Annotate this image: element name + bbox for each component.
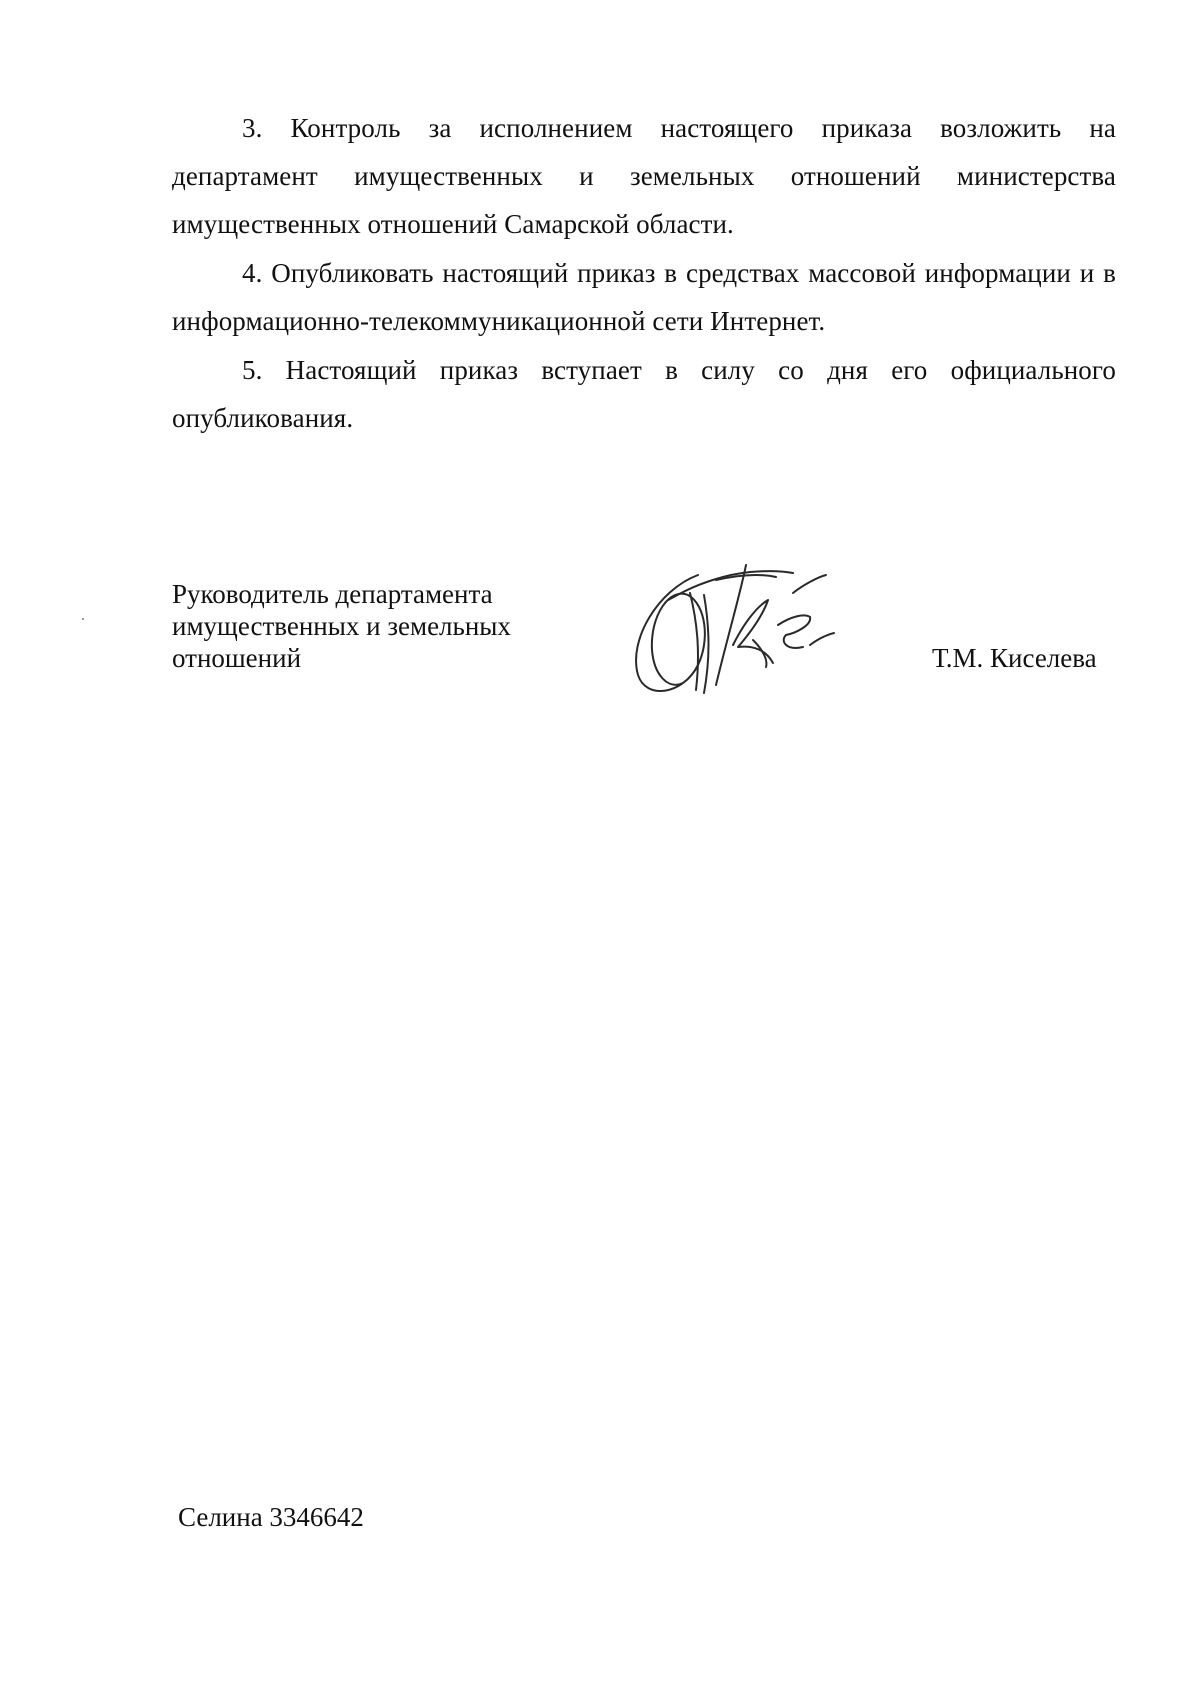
executor-contact: Селина 3346642 [178, 1502, 364, 1532]
signer-position-line-3: отношений [172, 643, 302, 673]
signer-position-line-1: Руководитель департамента [172, 579, 493, 609]
paragraph-item-5: 5. Настоящий приказ вступает в силу со дня его официального опубликования. [172, 355, 1116, 433]
handwritten-signature-icon [628, 555, 838, 705]
signer-position-line-2: имущественных и земельных [172, 611, 511, 641]
signer-position [172, 578, 592, 674]
signer-name: Т.М. Киселева [932, 643, 1097, 673]
scan-speck [82, 618, 84, 620]
paragraph-item-4: 4. Опубликовать настоящий приказ в средствах массовой информации и в информационно-телекоммуникационной сети Интернет. [172, 258, 1116, 336]
paragraph-item-3: 3. Контроль за исполнением настоящего приказа возложить на департамент имущественных и земельных отношений министерства имущественных отношений Самарской области. [172, 113, 1116, 239]
